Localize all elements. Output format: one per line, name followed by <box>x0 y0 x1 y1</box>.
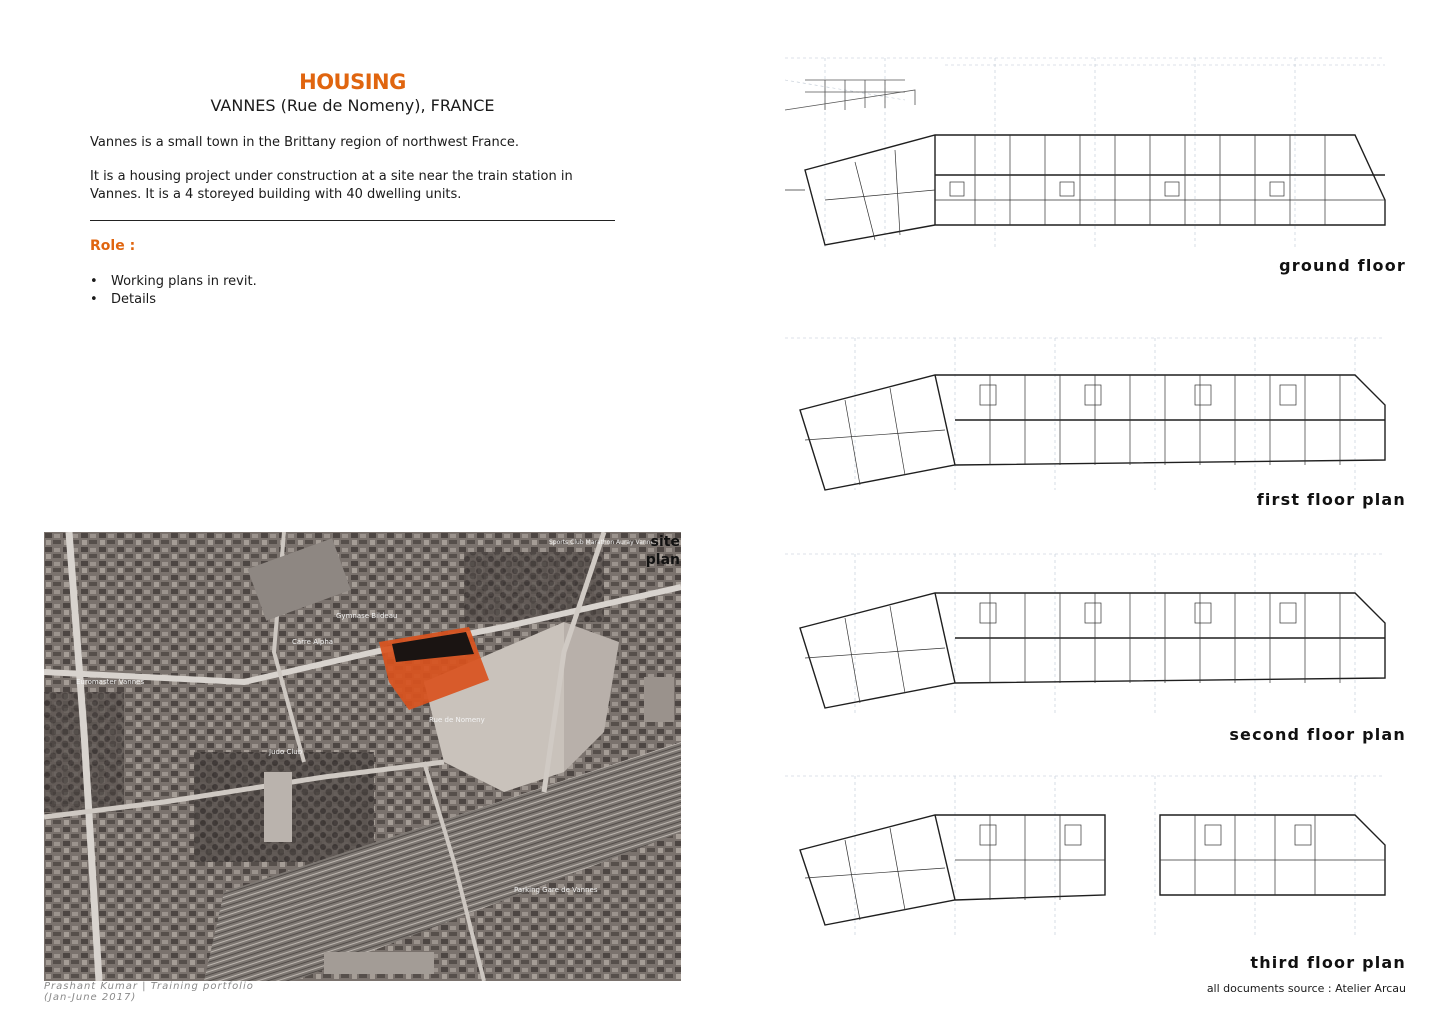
portfolio-credit <box>44 981 254 1003</box>
map-label: Carre Alpha <box>292 638 334 646</box>
role-item: • Details <box>90 291 257 309</box>
ground-floor-label: ground floor <box>1279 256 1406 275</box>
site-plan-label-line2: plan <box>645 552 680 568</box>
divider <box>90 220 615 221</box>
map-label: Sports Club Marathon Auray Vannes <box>549 539 658 546</box>
first-floor-plan-drawing <box>765 330 1405 500</box>
site-plan-label <box>640 533 680 569</box>
role-list <box>90 273 257 309</box>
map-label: Rue de Nomeny <box>429 716 485 724</box>
first-floor-label: first floor plan <box>1256 490 1406 509</box>
map-label: Parking Gare de Vannes <box>514 886 598 894</box>
page-subtitle: VANNES (Rue de Nomeny), FRANCE <box>210 96 495 115</box>
second-floor-plan-drawing <box>765 548 1405 723</box>
page-title: HOUSING <box>299 70 406 94</box>
site-aerial-map <box>44 532 681 981</box>
map-label: Gymnase Bildeau <box>336 612 398 620</box>
second-floor-label: second floor plan <box>1229 725 1406 744</box>
map-label: Euromaster Vannes <box>76 678 145 686</box>
role-heading: Role : <box>90 238 136 254</box>
credit-line-1: Prashant Kumar | Training portfolio <box>44 981 254 992</box>
ground-floor-plan-drawing <box>765 50 1405 260</box>
role-item: • Working plans in revit. <box>90 273 257 291</box>
third-floor-label: third floor plan <box>1250 953 1406 972</box>
map-label: Judo Club <box>269 748 303 756</box>
description-paragraph-2: It is a housing project under construction at a site near the train station in Vannes. It is a 4 storeyed building with 40 dwelling units. <box>90 169 573 202</box>
description-paragraph-1: Vannes is a small town in the Brittany region of northwest France. <box>90 135 519 150</box>
aerial-map-graphic <box>44 532 681 981</box>
credit-line-2: (Jan-June 2017) <box>44 992 137 1003</box>
site-plan-label-line1: site <box>650 534 680 550</box>
documents-source: all documents source : Atelier Arcau <box>1206 982 1406 995</box>
third-floor-plan-drawing <box>765 770 1405 945</box>
